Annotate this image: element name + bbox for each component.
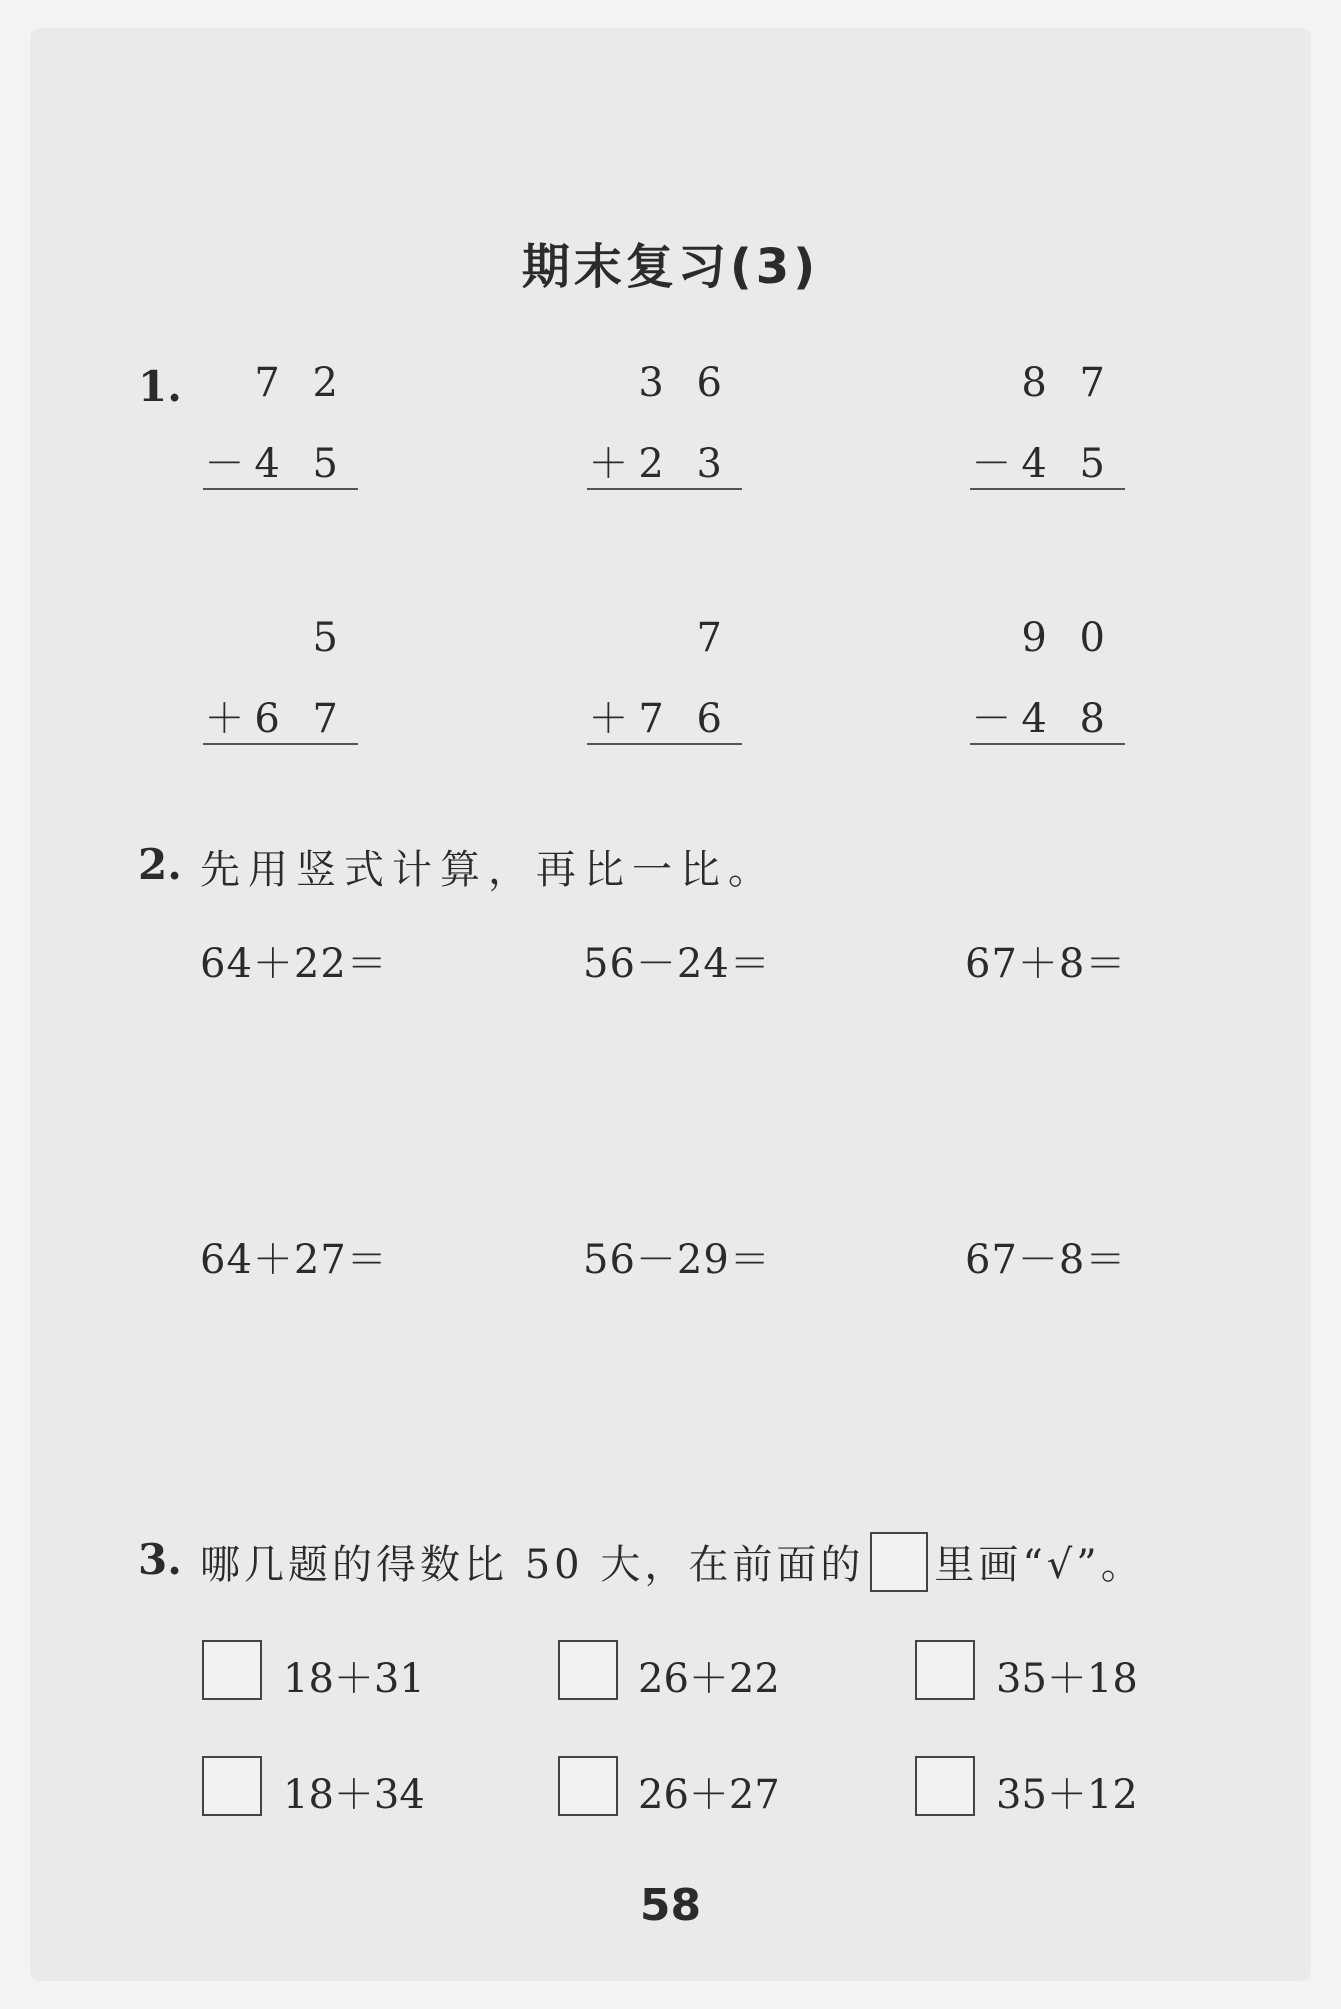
page-number: 58	[639, 1880, 702, 1931]
question-3-text-before: 哪几题的得数比 50 大，在前面的	[200, 1542, 865, 1588]
answer-checkbox[interactable]	[558, 1756, 618, 1816]
problem-bottom	[971, 687, 1115, 744]
answer-line	[970, 488, 1125, 490]
question-2-number: 2.	[138, 840, 182, 889]
answer-checkbox[interactable]	[202, 1640, 262, 1700]
problem-top: 9 0	[1021, 615, 1115, 661]
option-expression: 26＋22	[638, 1656, 780, 1702]
operator: －	[971, 696, 1022, 742]
problem-bottom	[204, 432, 348, 489]
problem-top: 3 6	[638, 360, 732, 406]
option-expression: 18＋34	[283, 1772, 425, 1818]
question-3-number: 3.	[138, 1535, 182, 1584]
answer-line	[587, 488, 742, 490]
question-3-text-after: 里画“√”。	[934, 1542, 1145, 1588]
sample-box	[870, 1532, 928, 1592]
answer-checkbox[interactable]	[915, 1756, 975, 1816]
expression: 56－24＝	[583, 941, 771, 987]
option-expression: 26＋27	[638, 1772, 780, 1818]
problem-top: 8 7	[1021, 360, 1115, 406]
option-expression: 18＋31	[283, 1656, 425, 1702]
answer-line	[203, 743, 358, 745]
operand: 4 8	[1021, 696, 1115, 742]
operator: －	[971, 441, 1022, 487]
expression: 67－8＝	[965, 1237, 1127, 1283]
operand: 2 3	[638, 441, 732, 487]
problem-top: 5	[312, 615, 348, 661]
answer-checkbox[interactable]	[202, 1756, 262, 1816]
problem-top: 7	[696, 615, 732, 661]
operator: ＋	[588, 696, 639, 742]
page-title: 期末复习(3)	[521, 239, 820, 295]
answer-line	[203, 488, 358, 490]
question-2-text: 先用竖式计算，再比一比。	[200, 847, 776, 893]
expression: 67＋8＝	[965, 941, 1127, 987]
operand: 6 7	[254, 696, 348, 742]
option-expression: 35＋12	[996, 1772, 1138, 1818]
operator: －	[204, 441, 255, 487]
operator: ＋	[204, 696, 255, 742]
question-1-number: 1.	[138, 362, 182, 411]
answer-line	[970, 743, 1125, 745]
expression: 56－29＝	[583, 1237, 771, 1283]
expression: 64＋22＝	[200, 941, 388, 987]
problem-bottom	[588, 687, 732, 744]
operand: 7 6	[638, 696, 732, 742]
option-expression: 35＋18	[996, 1656, 1138, 1702]
answer-line	[587, 743, 742, 745]
operand: 4 5	[254, 441, 348, 487]
problem-bottom	[971, 432, 1115, 489]
question-3-text	[200, 1532, 1145, 1592]
answer-checkbox[interactable]	[915, 1640, 975, 1700]
operator: ＋	[588, 441, 639, 487]
problem-bottom	[588, 432, 732, 489]
answer-checkbox[interactable]	[558, 1640, 618, 1700]
expression: 64＋27＝	[200, 1237, 388, 1283]
problem-bottom	[204, 687, 348, 744]
problem-top: 7 2	[254, 360, 348, 406]
operand: 4 5	[1021, 441, 1115, 487]
